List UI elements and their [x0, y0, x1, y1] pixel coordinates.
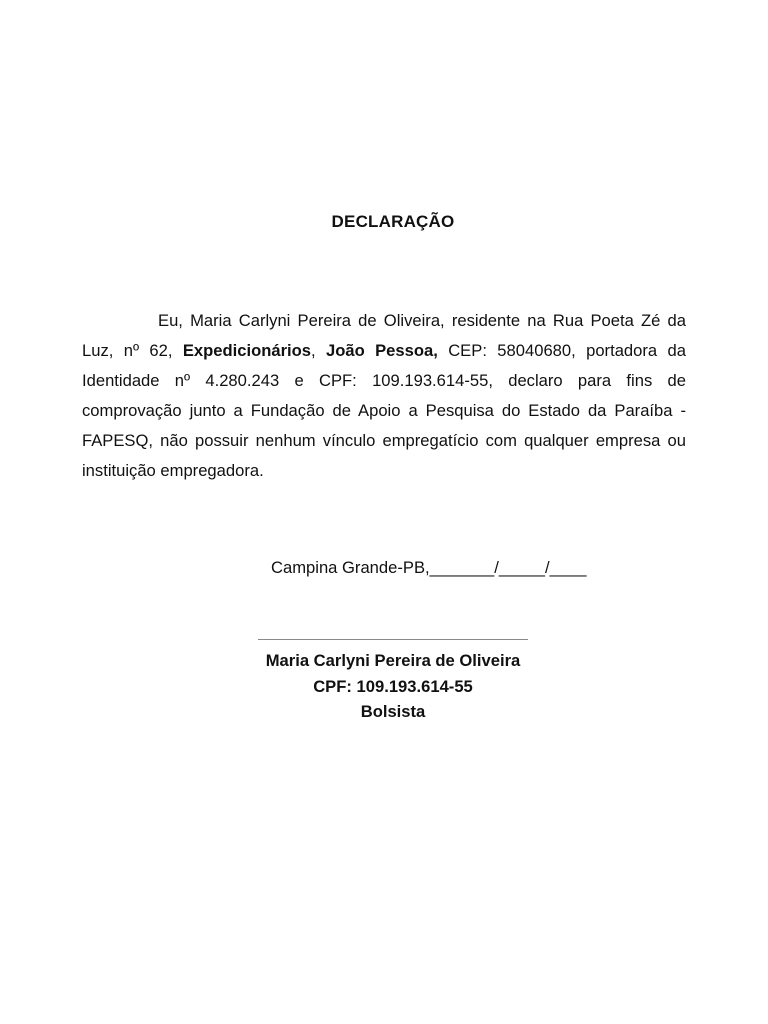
paragraph-bold-city: João Pessoa, — [326, 341, 438, 360]
paragraph-text-2: , — [311, 341, 326, 360]
paragraph-bold-neighborhood: Expedicionários — [182, 341, 312, 360]
signature-line — [258, 639, 528, 640]
signer-cpf: CPF: 109.193.614-55 — [313, 676, 473, 696]
paragraph-text-1: Eu, Maria Carlyni Pereira de Oliveira, residente na Rua Poeta Zé da Luz, nº 62, — [82, 311, 686, 360]
document-title: DECLARAÇÃO — [331, 212, 455, 231]
paragraph-text-3: CEP: 58040680, portadora da Identidade nº 4.280.243 e CPF: 109.193.614-55, declaro para fins de comprovação junto a Fundação de Apoio a Pesquisa do Estado da Paraíba - FAPESQ, não possuir nenhum vínculo empregatício com qualquer empresa ou instituição empregadora. — [82, 341, 686, 480]
place-date-line: Campina Grande-PB,_______/_____/____ — [271, 558, 587, 577]
signer-role: Bolsista — [360, 702, 426, 721]
signature-block — [193, 648, 593, 725]
declaration-paragraph — [82, 306, 686, 486]
signer-name: Maria Carlyni Pereira de Oliveira — [265, 651, 521, 670]
